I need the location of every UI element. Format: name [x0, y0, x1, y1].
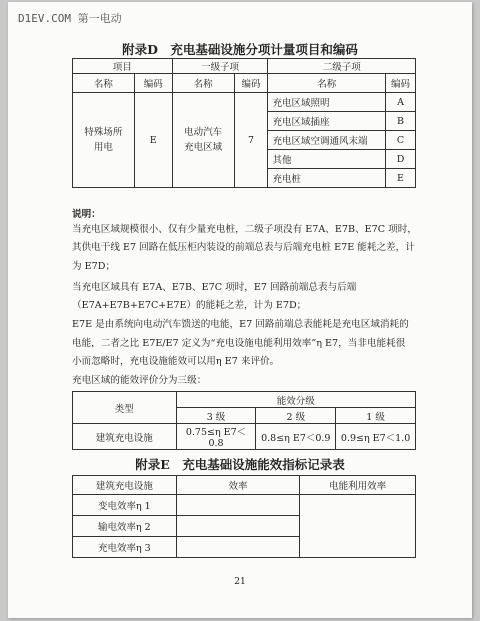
appendix-e-table: [72, 475, 416, 558]
header-name: 名称: [73, 74, 135, 93]
item-name: 特殊场所 用电: [73, 93, 135, 188]
header-code: 编码: [234, 74, 268, 93]
header-code: 编码: [134, 74, 172, 93]
item-code: E: [134, 93, 172, 188]
note-line: 电能，二者之比 E7E/E7 定义为“充电设施电能利用效率”η E7，当非电能耗很: [72, 338, 406, 349]
row-label: 输电效率η 2: [73, 516, 177, 537]
value-cell: [176, 537, 300, 558]
level2-code: A: [386, 93, 416, 112]
header-level1: 一级子项: [172, 59, 268, 74]
level1-name: 电动汽车 充电区域: [172, 93, 234, 188]
efficiency-header: 效率: [176, 476, 300, 495]
note-line: （E7A+E7B+E7C+E7E）的能耗之差，计为 E7D；: [72, 300, 307, 311]
level1-code: 7: [234, 93, 268, 188]
table-header-row: [73, 392, 416, 408]
table-row: [73, 424, 416, 450]
level2-code: D: [386, 150, 416, 169]
note-line: 其供电干线 E7 回路在低压柜内装设的前端总表与后端充电桩 E7E 能耗之差，计: [72, 242, 415, 253]
header-level2: 二级子项: [268, 59, 416, 74]
note-line: 当充电区域具有 E7A、E7B、E7C 项时，E7 回路前端总表与后端: [72, 282, 357, 293]
grade-level: 2 级: [256, 408, 336, 424]
level2-code: B: [386, 112, 416, 131]
facility-header: 建筑充电设施: [73, 476, 177, 495]
document-page: [8, 2, 472, 618]
efficiency-grade-table: [72, 391, 416, 450]
note-line: 小而忽略时，充电设施能效可以用η E7 来评价。: [72, 356, 280, 367]
table-row: [73, 93, 416, 112]
row-label: 建筑充电设施: [73, 424, 177, 450]
note-line: E7E 是由系统向电动汽车馈送的电能，E7 回路前端总表能耗是充电区域消耗的: [72, 319, 409, 330]
level2-name: 其他: [268, 150, 386, 169]
appendix-d-title: 附录D 充电基础设施分项计量项目和编码: [122, 42, 358, 57]
header-name: 名称: [172, 74, 234, 93]
value-cell: [176, 516, 300, 537]
header-name: 名称: [268, 74, 386, 93]
notes-heading: 说明：: [72, 209, 101, 220]
row-label: 充电效率η 3: [73, 537, 177, 558]
table-row: [73, 495, 416, 516]
note-line: 当充电区域规模很小、仅有少量充电桩，二级子项没有 E7A、E7B、E7C 项时，: [72, 224, 417, 235]
appendix-e-title: 附录E 充电基础设施能效指标记录表: [135, 457, 345, 472]
value-cell: [176, 495, 300, 516]
grade-level: 1 级: [336, 408, 416, 424]
utilization-cell: [300, 495, 416, 558]
appendix-d-table: [72, 58, 416, 188]
table-header-row: [73, 476, 416, 495]
page-number: 21: [234, 577, 246, 587]
grade-value: 0.8≤η E7＜0.9: [256, 424, 336, 450]
level2-name: 充电桩: [268, 169, 386, 188]
grade-value: 0.75≤η E7＜0.8: [176, 424, 256, 450]
header-item: 项目: [73, 59, 173, 74]
level2-code: E: [386, 169, 416, 188]
watermark: D1EV.COM 第一电动: [18, 12, 122, 25]
grade-header: 能效分级: [176, 392, 415, 408]
note-line: 为 E7D；: [72, 261, 116, 272]
utilization-header: 电能利用效率: [300, 476, 416, 495]
table-subheader-row: [73, 74, 416, 93]
grade-value: 0.9≤η E7＜1.0: [336, 424, 416, 450]
type-header: 类型: [73, 392, 177, 424]
row-label: 变电效率η 1: [73, 495, 177, 516]
header-code: 编码: [386, 74, 416, 93]
grade-level: 3 级: [176, 408, 256, 424]
level2-name: 充电区域照明: [268, 93, 386, 112]
table-header-row: [73, 59, 416, 74]
level2-name: 充电区域空调通风末端: [268, 131, 386, 150]
level2-code: C: [386, 131, 416, 150]
note-line: 充电区域的能效评价分为三级：: [72, 375, 207, 386]
level2-name: 充电区域插座: [268, 112, 386, 131]
